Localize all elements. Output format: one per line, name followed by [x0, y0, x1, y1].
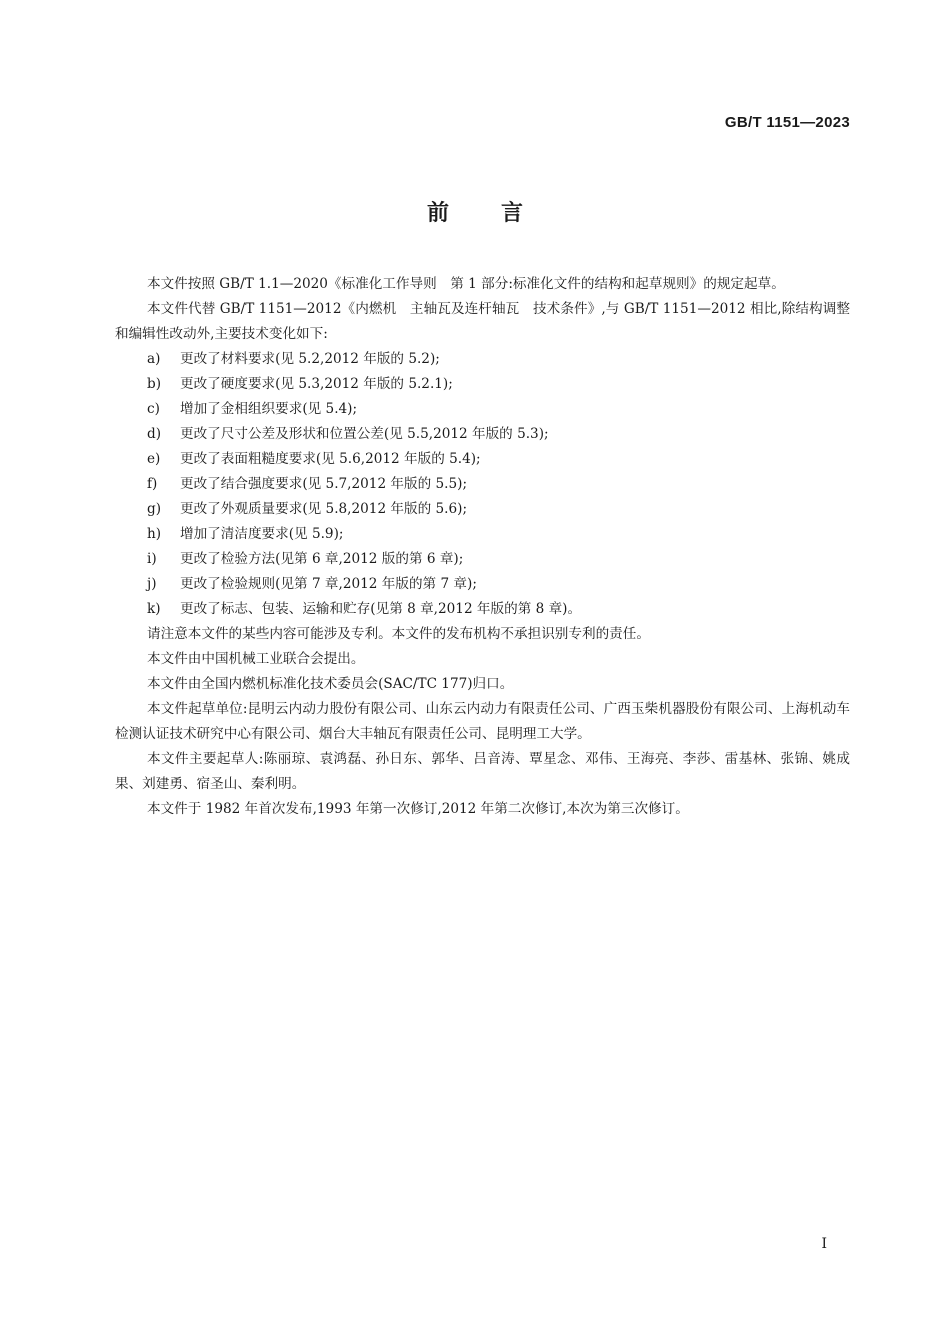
- list-item-text: 更改了尺寸公差及形状和位置公差(见 5.5,2012 年版的 5.3);: [180, 426, 549, 442]
- list-item-text: 更改了检验规则(见第 7 章,2012 年版的第 7 章);: [180, 576, 477, 592]
- drafting-rules-paragraph: 本文件按照 GB/T 1.1—2020《标准化工作导则 第 1 部分:标准化文件的结构和起草规则》的规定起草。: [147, 276, 785, 292]
- drafting-units: 本文件起草单位:昆明云内动力股份有限公司、山东云内动力有限责任公司、广西玉柴机器股份有限公司、上海机动车检测认证技术研究中心有限公司、烟台大丰轴瓦有限责任公司、昆明理工大学。: [115, 701, 850, 742]
- list-item-label: i): [147, 551, 157, 567]
- list-item-text: 更改了外观质量要求(见 5.8,2012 年版的 5.6);: [180, 501, 468, 517]
- list-item: [115, 597, 850, 622]
- list-item-label: c): [147, 401, 160, 417]
- changes-list: [115, 347, 850, 622]
- list-item-label: d): [147, 426, 162, 442]
- list-item: [115, 522, 850, 547]
- title-char-1: 前: [426, 201, 449, 226]
- list-item-text: 更改了表面粗糙度要求(见 5.6,2012 年版的 5.4);: [180, 451, 481, 467]
- title-char-2: 言: [501, 201, 524, 226]
- committee-statement: 本文件由全国内燃机标准化技术委员会(SAC/TC 177)归口。: [147, 676, 514, 692]
- list-item: [115, 447, 850, 472]
- list-item: [115, 422, 850, 447]
- list-item-label: e): [147, 451, 161, 467]
- list-item-text: 更改了材料要求(见 5.2,2012 年版的 5.2);: [180, 351, 440, 367]
- list-item: [115, 472, 850, 497]
- list-item: [115, 547, 850, 572]
- document-number: GB/T 1151—2023: [724, 114, 850, 131]
- list-item-text: 更改了检验方法(见第 6 章,2012 版的第 6 章);: [180, 551, 464, 567]
- main-drafters: 本文件主要起草人:陈丽琼、袁鸿磊、孙日东、郭华、吕音涛、覃星念、邓伟、王海亮、李莎、雷基林、张锦、姚成果、刘建勇、宿圣山、秦利明。: [115, 751, 850, 792]
- list-item-text: 更改了硬度要求(见 5.3,2012 年版的 5.2.1);: [180, 376, 453, 392]
- proposer-statement: 本文件由中国机械工业联合会提出。: [147, 651, 365, 667]
- foreword-body: [115, 272, 850, 822]
- list-item-text: 更改了标志、包装、运输和贮存(见第 8 章,2012 年版的第 8 章)。: [180, 601, 582, 617]
- page-title: [0, 196, 950, 227]
- list-item: [115, 372, 850, 397]
- list-item-label: g): [147, 501, 162, 517]
- list-item-label: k): [147, 601, 161, 617]
- list-item-text: 增加了清洁度要求(见 5.9);: [180, 526, 344, 542]
- list-item-label: a): [147, 351, 161, 367]
- list-item-text: 增加了金相组织要求(见 5.4);: [180, 401, 358, 417]
- list-item-text: 更改了结合强度要求(见 5.7,2012 年版的 5.5);: [180, 476, 468, 492]
- revision-history: 本文件于 1982 年首次发布,1993 年第一次修订,2012 年第二次修订,本次为第三次修订。: [147, 801, 689, 817]
- patent-notice: 请注意本文件的某些内容可能涉及专利。本文件的发布机构不承担识别专利的责任。: [147, 626, 650, 642]
- list-item-label: j): [147, 576, 157, 592]
- list-item: [115, 497, 850, 522]
- list-item: [115, 397, 850, 422]
- list-item: [115, 572, 850, 597]
- list-item: [115, 347, 850, 372]
- page-number: I: [821, 1236, 827, 1252]
- replacement-paragraph: 本文件代替 GB/T 1151—2012《内燃机 主轴瓦及连杆轴瓦 技术条件》,与 GB/T 1151—2012 相比,除结构调整和编辑性改动外,主要技术变化如下:: [115, 301, 850, 342]
- list-item-label: h): [147, 526, 162, 542]
- list-item-label: f): [147, 476, 158, 492]
- list-item-label: b): [147, 376, 162, 392]
